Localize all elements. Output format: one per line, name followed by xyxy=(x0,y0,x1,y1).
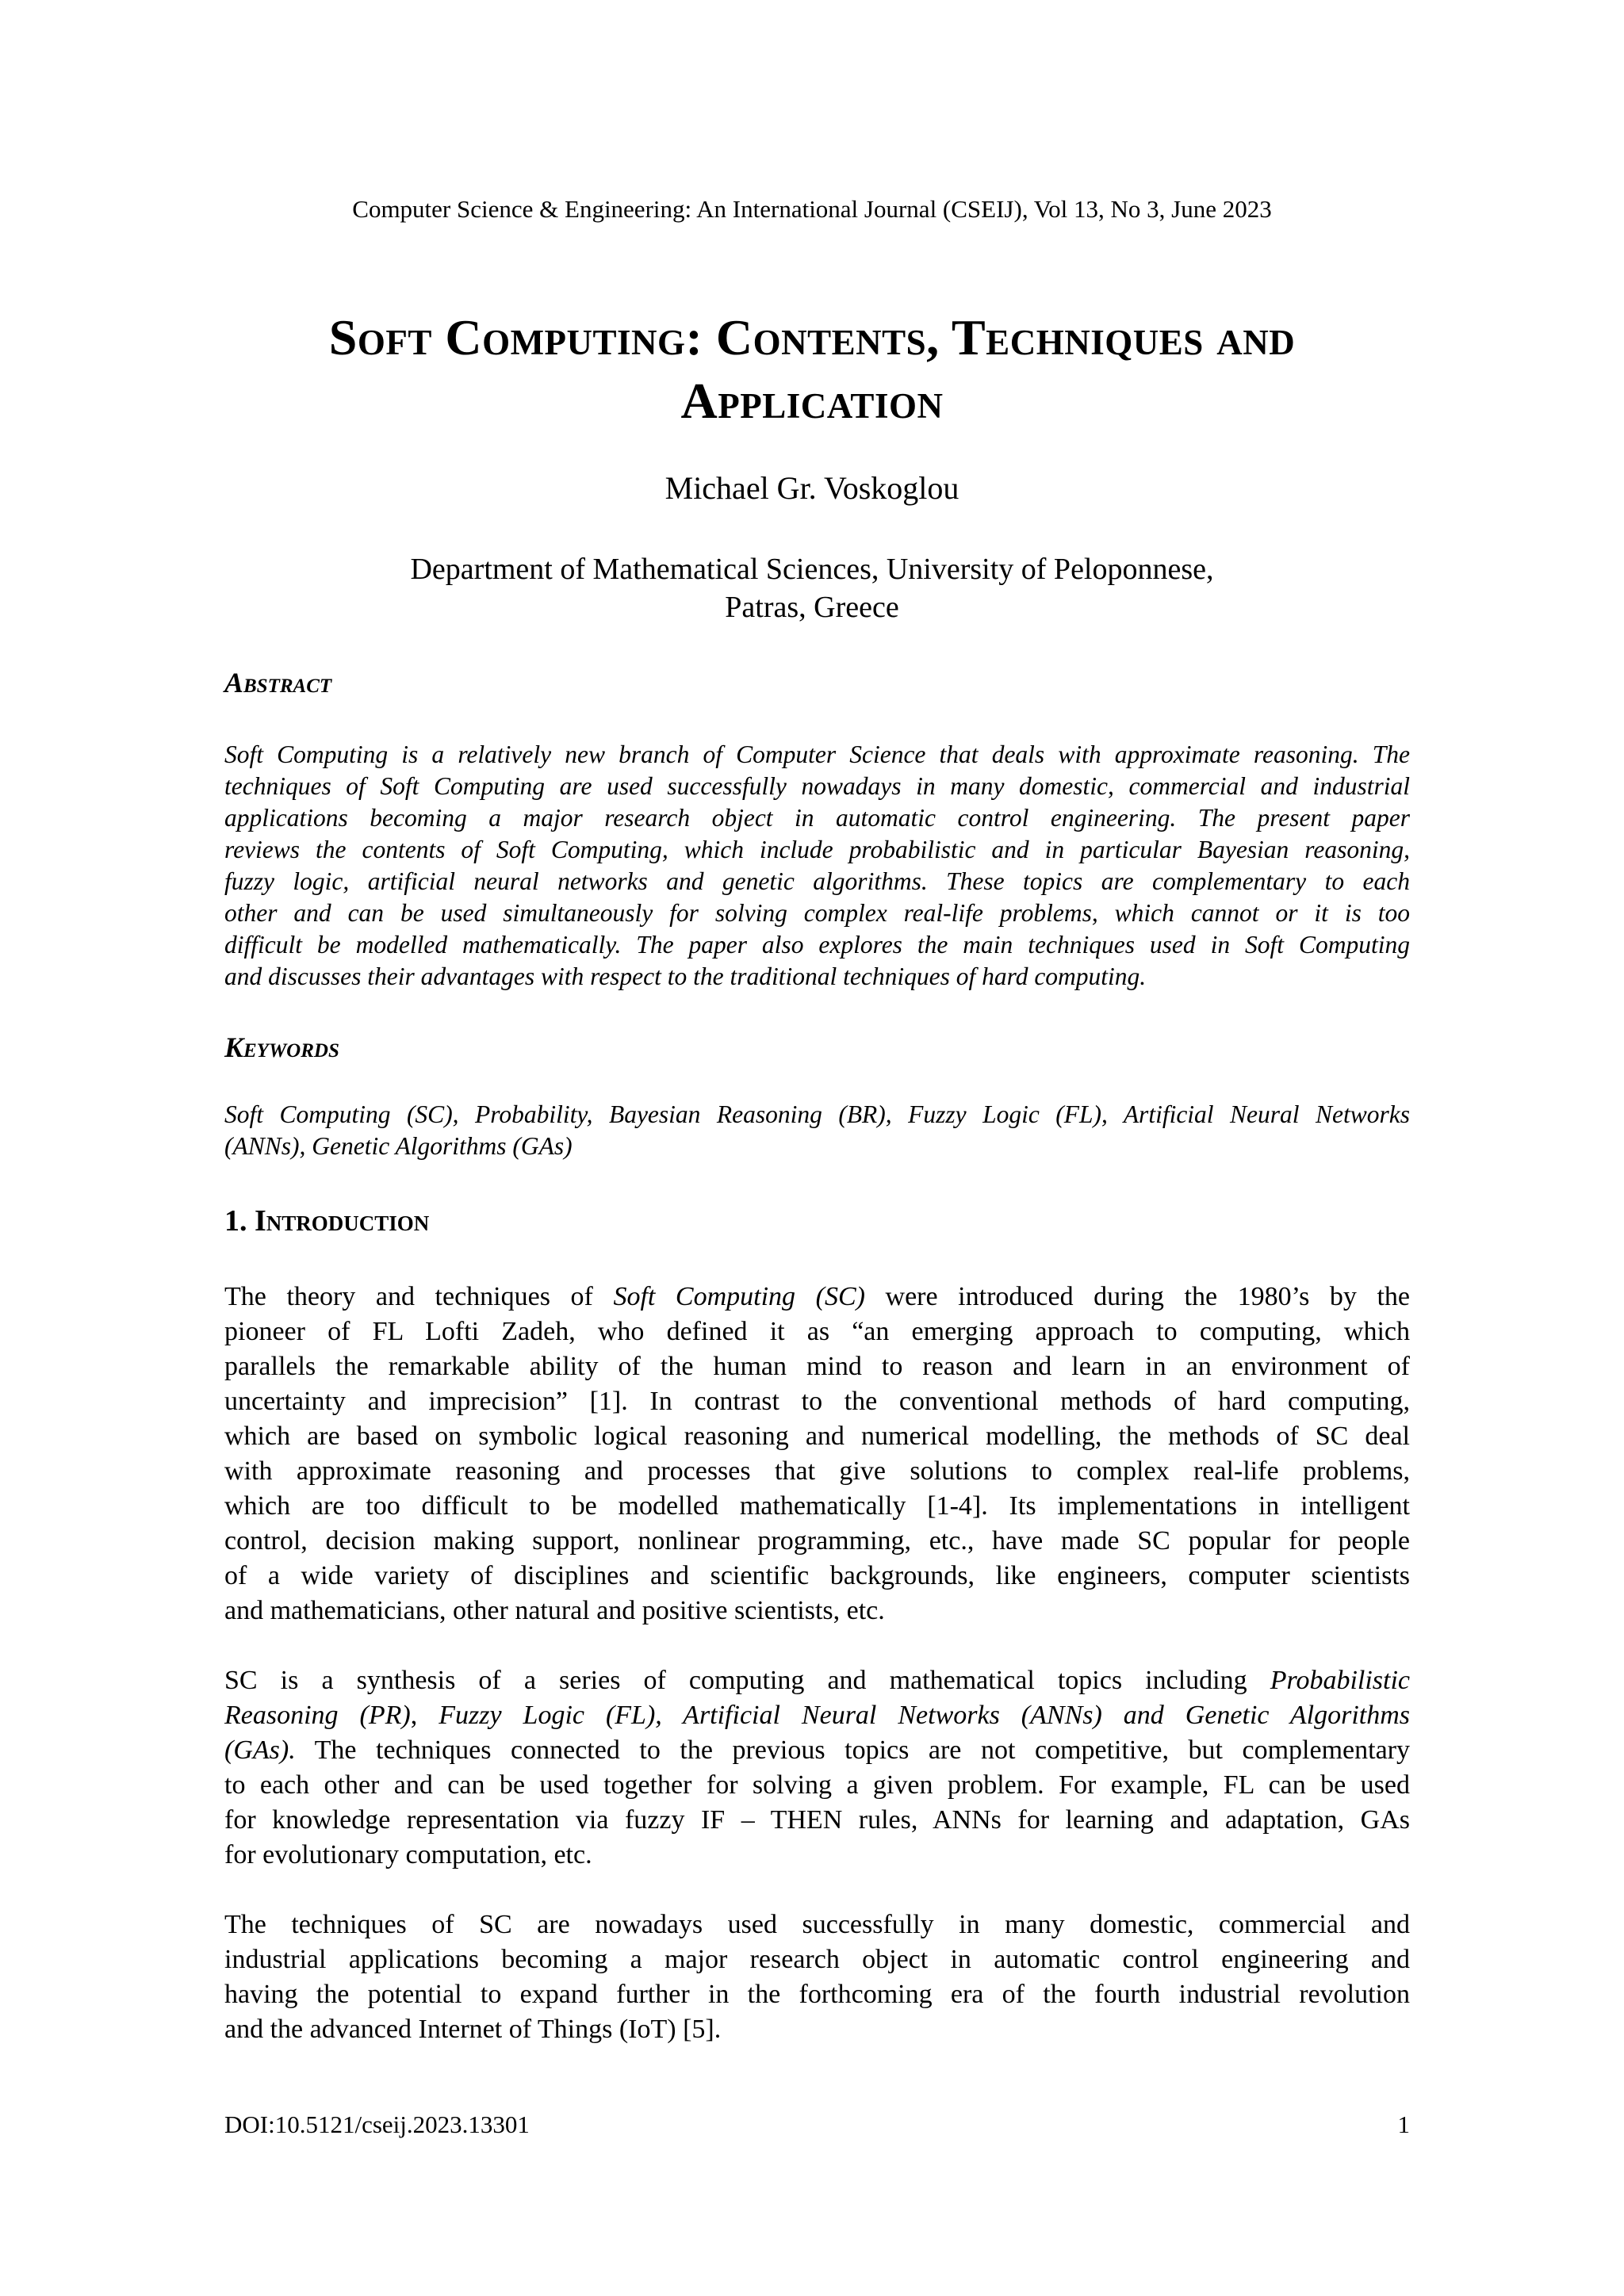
intro-p1-line: uncertainty and imprecision” [1]. In contrast to the conventional methods of hard computing, xyxy=(224,1387,1410,1416)
intro-p3-line: and the advanced Internet of Things (IoT) [5]. xyxy=(224,2015,722,2044)
keywords-line: (ANNs), Genetic Algorithms (GAs) xyxy=(224,1132,573,1160)
text-segment: SC is a synthesis of a series of computing and mathematical topics including xyxy=(224,1666,1270,1695)
text-segment: The techniques connected to the previous topics are not competitive, but complementary xyxy=(295,1735,1410,1765)
intro-p1-line-1 xyxy=(224,1280,1410,1314)
intro-p2-line-1 xyxy=(224,1663,1410,1698)
footer-doi: DOI:10.5121/cseij.2023.13301 xyxy=(224,2110,530,2138)
keywords-line: Soft Computing (SC), Probability, Bayesian Reasoning (BR), Fuzzy Logic (FL), Artificial Neural Networks xyxy=(224,1100,1410,1128)
keywords-heading: Keywords xyxy=(224,1031,339,1063)
abstract-line: and discusses their advantages with respect to the traditional techniques of hard computing. xyxy=(224,962,1147,990)
journal-header: Computer Science & Engineering: An International Journal (CSEIJ), Vol 13, No 3, June 2023 xyxy=(352,195,1272,223)
abstract-line: other and can be used simultaneously for solving complex real-life problems, which cannot or it is too xyxy=(224,899,1410,927)
intro-p1-line: of a wide variety of disciplines and scientific backgrounds, like engineers, computer scientists xyxy=(224,1561,1410,1590)
intro-p1-line: and mathematicians, other natural and positive scientists, etc. xyxy=(224,1596,885,1625)
abstract-heading: Abstract xyxy=(224,667,332,698)
intro-p3-line: The techniques of SC are nowadays used successfully in many domestic, commercial and xyxy=(224,1910,1410,1939)
intro-p1-line: control, decision making support, nonlinear programming, etc., have made SC popular for people xyxy=(224,1526,1410,1556)
intro-p1-line: parallels the remarkable ability of the human mind to reason and learn in an environment of xyxy=(224,1352,1410,1381)
intro-p2-line-3 xyxy=(224,1733,1410,1768)
intro-p1-line: pioneer of FL Lofti Zadeh, who defined it as “an emerging approach to computing, which xyxy=(224,1317,1410,1346)
abstract-line: techniques of Soft Computing are used successfully nowadays in many domestic, commercial and industrial xyxy=(224,772,1410,800)
abstract-line: difficult be modelled mathematically. The paper also explores the main techniques used in Soft Computing xyxy=(224,931,1410,959)
text-segment: were introduced during the 1980’s by the xyxy=(864,1282,1410,1311)
affiliation-line-1: Department of Mathematical Sciences, University of Peloponnese, xyxy=(410,553,1214,586)
intro-p1-line: which are based on symbolic logical reasoning and numerical modelling, the methods of SC deal xyxy=(224,1422,1410,1451)
intro-p3-line: having the potential to expand further in the forthcoming era of the fourth industrial revolution xyxy=(224,1980,1410,2009)
paper-title-line-2: Application xyxy=(680,373,944,429)
paper-title-line-1: Soft Computing: Contents, Techniques and xyxy=(328,309,1296,365)
intro-p2-line: for evolutionary computation, etc. xyxy=(224,1840,592,1869)
text-segment-italic: (GAs). xyxy=(224,1735,296,1765)
author-name: Michael Gr. Voskoglou xyxy=(665,470,959,506)
affiliation-line-2: Patras, Greece xyxy=(725,591,899,624)
intro-p1-line: which are too difficult to be modelled mathematically [1-4]. Its implementations in intelligent xyxy=(224,1491,1410,1521)
intro-p2-line: to each other and can be used together for solving a given problem. For example, FL can be used xyxy=(224,1770,1410,1800)
intro-p2-line-2 xyxy=(224,1698,1410,1733)
abstract-line: Soft Computing is a relatively new branch of Computer Science that deals with approximate reasoning. The xyxy=(224,740,1410,768)
text-segment-italic: Fuzzy Logic (FL), Artificial Neural Networks (ANNs) and Genetic Algorithms xyxy=(439,1701,1411,1730)
abstract-line: reviews the contents of Soft Computing, which include probabilistic and in particular Bayesian reasoning, xyxy=(224,836,1410,863)
text-segment-italic: Reasoning (PR) xyxy=(224,1701,411,1730)
text-segment-italic: Soft Computing (SC) xyxy=(613,1282,865,1311)
text-segment: , xyxy=(410,1701,439,1730)
page-number: 1 xyxy=(1397,2110,1410,2138)
introduction-heading: 1. Introduction xyxy=(224,1204,430,1238)
abstract-line: applications becoming a major research object in automatic control engineering. The present paper xyxy=(224,804,1410,832)
abstract-line: fuzzy logic, artificial neural networks and genetic algorithms. These topics are complementary to each xyxy=(224,867,1410,895)
text-segment-italic: Probabilistic xyxy=(1270,1666,1410,1695)
intro-p2-line: for knowledge representation via fuzzy IF – THEN rules, ANNs for learning and adaptation, GAs xyxy=(224,1805,1410,1835)
text-segment: The theory and techniques of xyxy=(224,1282,614,1311)
intro-p1-line: with approximate reasoning and processes that give solutions to complex real-life problems, xyxy=(224,1456,1410,1486)
intro-p3-line: industrial applications becoming a major research object in automatic control engineering and xyxy=(224,1945,1410,1974)
